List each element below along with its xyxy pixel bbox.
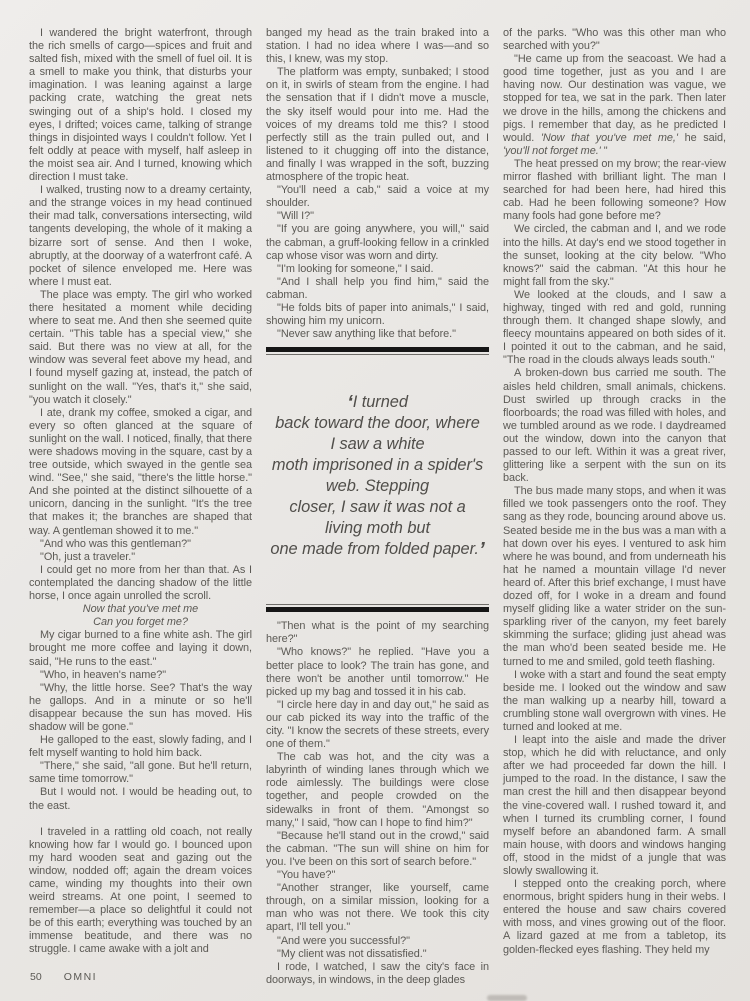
paragraph: I rode, I watched, I saw the city's face in doorways, in windows, in the deep glades [266,960,489,986]
paragraph: "I'm looking for someone," I said. [277,262,434,275]
paragraph: The platform was empty, sunbaked; I stood on it, in swirls of steam from the engine. I had the sensation that if I didn't move a muscle, the sky itself would pour into me. Had the voices of my dreams told me this? I stood perfectly still as the train pulled out, and I listened to it chugging off into the distance, and finally I was wrapped in the soft, buzzing atmosphere of the tropic heat. [266,66,489,184]
italic-verse-line: Now that you've met me [82,603,199,616]
paragraph: "Why, the little horse. See? That's the way he gallops. And in a minute or so he'll disappear because the sun has moved. His shadow will be gone." [29,681,252,733]
pull-quote-line: back toward the door, where [275,414,480,433]
pull-quote-line: ‘I turned [347,391,408,415]
paragraph: We circled, the cabman and I, and we rode into the hills. At day's end we stood together in the sunset, looking at the city below. "Who knows?" said the cabman. "At this hour he might fall from the sky." [503,223,726,288]
paragraph: "Will I?" [277,210,314,223]
paragraph: I woke with a start and found the seat empty beside me. I looked out the window and saw the man walking up a nearby hill, toward a crumbling stone wall overgrown with vines. He turned and looked at me. [503,668,726,733]
paragraph: "Who, in heaven's name?" [40,668,167,681]
column-2 [266,27,489,987]
pull-quote [266,355,489,604]
open-quote-icon: ‘ [347,391,353,415]
paragraph: "Because he'll stand out in the crowd," said the cabman. "The sun will shine on him for you. I've been on this sort of search before." [266,829,489,868]
paragraph: "Then what is the point of my searching here?" [266,620,489,646]
paragraph: "Oh, just a traveler." [40,550,136,563]
paragraph: "And who was this gentleman?" [40,537,191,550]
paragraph: "And were you successful?" [277,934,410,947]
paragraph: "My client was not dissatisfied." [277,947,427,960]
pull-quote-line: web. Stepping [325,477,430,496]
paragraph: "He folds bits of paper into animals," I said, showing him my unicorn. [266,301,489,328]
magazine-name: OMNI [63,971,98,983]
paragraph: "You'll need a cab," said a voice at my shoulder. [266,184,489,210]
paragraph: "You have?" [277,869,336,882]
pull-quote-line: moth imprisoned in a spider's [271,456,484,475]
pull-quote-block [266,347,489,612]
paragraph: of the parks. "Who was this other man who searched with you?" [503,27,726,53]
paragraph: banged my head as the train braked into a station. I had no idea where I was—and so this, I knew, was my stop. [266,27,489,66]
paragraph: We looked at the clouds, and I saw a highway, tinged with red and gold, running through them. It changed shape slowly, and fleecy mountains appeared on both sides of it. I pointed it out to the cabman, and he said, "The road in the clouds always leads south." [503,288,726,367]
paragraph: "I circle here day in and day out," he said as our cab picked its way into the traffic of the city. "I know the secrets of these streets, every one of them." [266,698,489,751]
paragraph: "If you are going anywhere, you will," said the cabman, a gruff-looking fellow in a crinkled cap whose visor was worn and dirty. [266,223,489,262]
italic-verse-line: Can you forget me? [93,616,188,629]
paragraph: I traveled in a rattling old coach, not really knowing how far I would go. I bounced upon my hard wooden seat and gazing out the window, nodded off; again the dream voices came, winding my thoughts into their own weird streams. At one point, I seemed to remember—a place so delightful it could not be of this earth; everything was touched by an immense beatitude, and there was no struggle. I came awake with a jolt and [29,825,252,956]
paragraph: My cigar burned to a fine white ash. The girl brought me more coffee and laying it down, said, "He runs to the east." [29,629,252,668]
paragraph: "Who knows?" he replied. "Have you a better place to look? The train has gone, and there won't be another until tomorrow." He picked up my bag and tossed it in his cab. [266,646,489,698]
paragraph: "And I shall help you find him," said the cabman. [266,275,489,301]
paragraph: "Another stranger, like yourself, came through, on a similar mission, looking for a man who was not there. We took this city apart, I'll tell you." [266,882,489,934]
paragraph: I ate, drank my coffee, smoked a cigar, and every so often glanced at the square of sunlight on the wall. I noticed, finally, that there were shadows moving in the square, cast by a tree outside, which swayed in the gentle sea wind. "See," she said, "there's the little horse." And she pointed at the distinct silhouette of a unicorn, dancing in the sunlight. "It's the tree that makes it; the branches are shaped that way. A gentleman showed it to me." [29,406,252,537]
paragraph: "There," she said, "all gone. But he'll return, same time tomorrow." [29,760,252,786]
paragraph: I leapt into the aisle and made the driver stop, which he did with reluctance, and only after we had proceeded far down the hill. I jumped to the road. In the distance, I saw the man crest the hill and then disappear beyond the vine-covered wall. I rushed toward it, and when I turned its crumbling corner, I found myself before an abandoned farm. A small main house, with doors and windows hanging off, stood in the midst of a jungle that was slowly swallowing it. [503,734,726,877]
divider-rule [266,347,489,355]
paragraph: "Never saw anything like that before." [277,328,456,341]
paragraph: I wandered the bright waterfront, through the rich smells of cargo—spices and fruit and salted fish, mixed with the smell of fuel oil. It is a smell to make you think, that disturbs your imagination. I was leaning against a large packing crate, watching the great nets swinging out of a ship's hold. I closed my eyes, I drifted; voices came, talking of strange things in disjointed ways I couldn't follow. Yet I felt oddly at peace with myself, half asleep in the moist sea air. And I turned, knowing which direction I must take. [29,27,252,184]
text-columns [29,27,726,987]
pull-quote-line: I saw a white [330,435,425,454]
paragraph: The heat pressed on my brow; the rear-view mirror flashed with brilliant light. The man I searched for had been here, had hired this cab. Had he been following someone? How many fools had gone before me? [503,157,726,223]
section-break [29,813,252,826]
pull-quote-line: one made from folded paper.’ [270,538,485,562]
pull-quote-line: living moth but [325,519,430,538]
paragraph: I could get no more from her than that. As I contemplated the dancing shadow of the little horse, I once again unrolled the scroll. [29,563,252,603]
pull-quote-line: closer, I saw it was not a [289,498,466,517]
column-3 [503,27,726,987]
paragraph: But I would not. I would be heading out, to the east. [29,786,252,812]
paragraph: The bus made many stops, and when it was filled we took passengers onto the roof. They sang as they rode, bouncing around above us. Seated beside me in the bus was a man with a hat down over his eyes. I ventured to ask him where he was bound, and from underneath his hat he named a mountain village I'd never heard of. After this brief exchange, I must have dozed off, for I woke in a dream and found myself gliding like a water strider on the sun-sparkling river of the canyon, my feet barely skimming the surface; gliding just ahead was the man who'd been seated beside me. He turned to me and smiled, gold teeth flashing. [503,485,727,668]
column-1 [29,27,252,987]
paragraph: I stepped onto the creaking porch, where enormous, bright spiders hung in their webs. I entered the house and saw chairs covered with moss, and vines growing out of the floor. A lizard gazed at me from a tabletop, its golden-flecked eyes flashing. They held my [503,878,726,956]
paragraph: "He came up from the seacoast. We had a good time together, just as you and I are having now. Our destination was vague, we stopped for tea, we sat in the park. Then later we drove in the hills, among the chickens and pigs. I remember that day, as he predicted I would. 'Now that you've met me,' he said, 'you'll not forget me.' " [503,53,726,157]
paragraph: The place was empty. The girl who worked there hesitated a moment while deciding where to seat me. And then she seemed quite certain. "This table has a special view," she said. But there was no view at all, for the window was several feet above my head, and I found myself gazing at, instead, the patch of sunlight on the wall. "Yes, that's it," she said, "you watch it closely." [29,288,252,406]
paragraph: I walked, trusting now to a dreamy certainty, and the strange voices in my head continued their mad talk, conversations intersecting, wild tangents developing, the whole of it making a bizarre sort of sense. And then I woke, abruptly, at the doorway of a waterfront café. A pocket of silence enveloped me. Here was where I must eat. [29,184,252,288]
paragraph: He galloped to the east, slowly fading, and I felt myself wanting to hold him back. [29,734,252,760]
paragraph: The cab was hot, and the city was a labyrinth of winding lanes through which we rode aimlessly. The buildings were close together, and people crowded on the sidewalks in front of them. "Amongst so many," I said, "how can I hope to find him?" [266,751,489,829]
close-quote-icon: ’ [478,538,485,562]
paragraph: A broken-down bus carried me south. The aisles held children, small animals, chickens. Dust swirled up through cracks in the floorboards; the road was filled with holes, and we tumbled around as we rode. I daydreamed out the window, down into the canyon that passed to our left. Within it was a great river, glittering like a serpent with the sun on its back. [503,367,726,485]
page-footer [30,971,97,983]
page-number: 50 [30,971,42,983]
scan-smudge [487,995,527,1001]
divider-rule [266,604,489,612]
